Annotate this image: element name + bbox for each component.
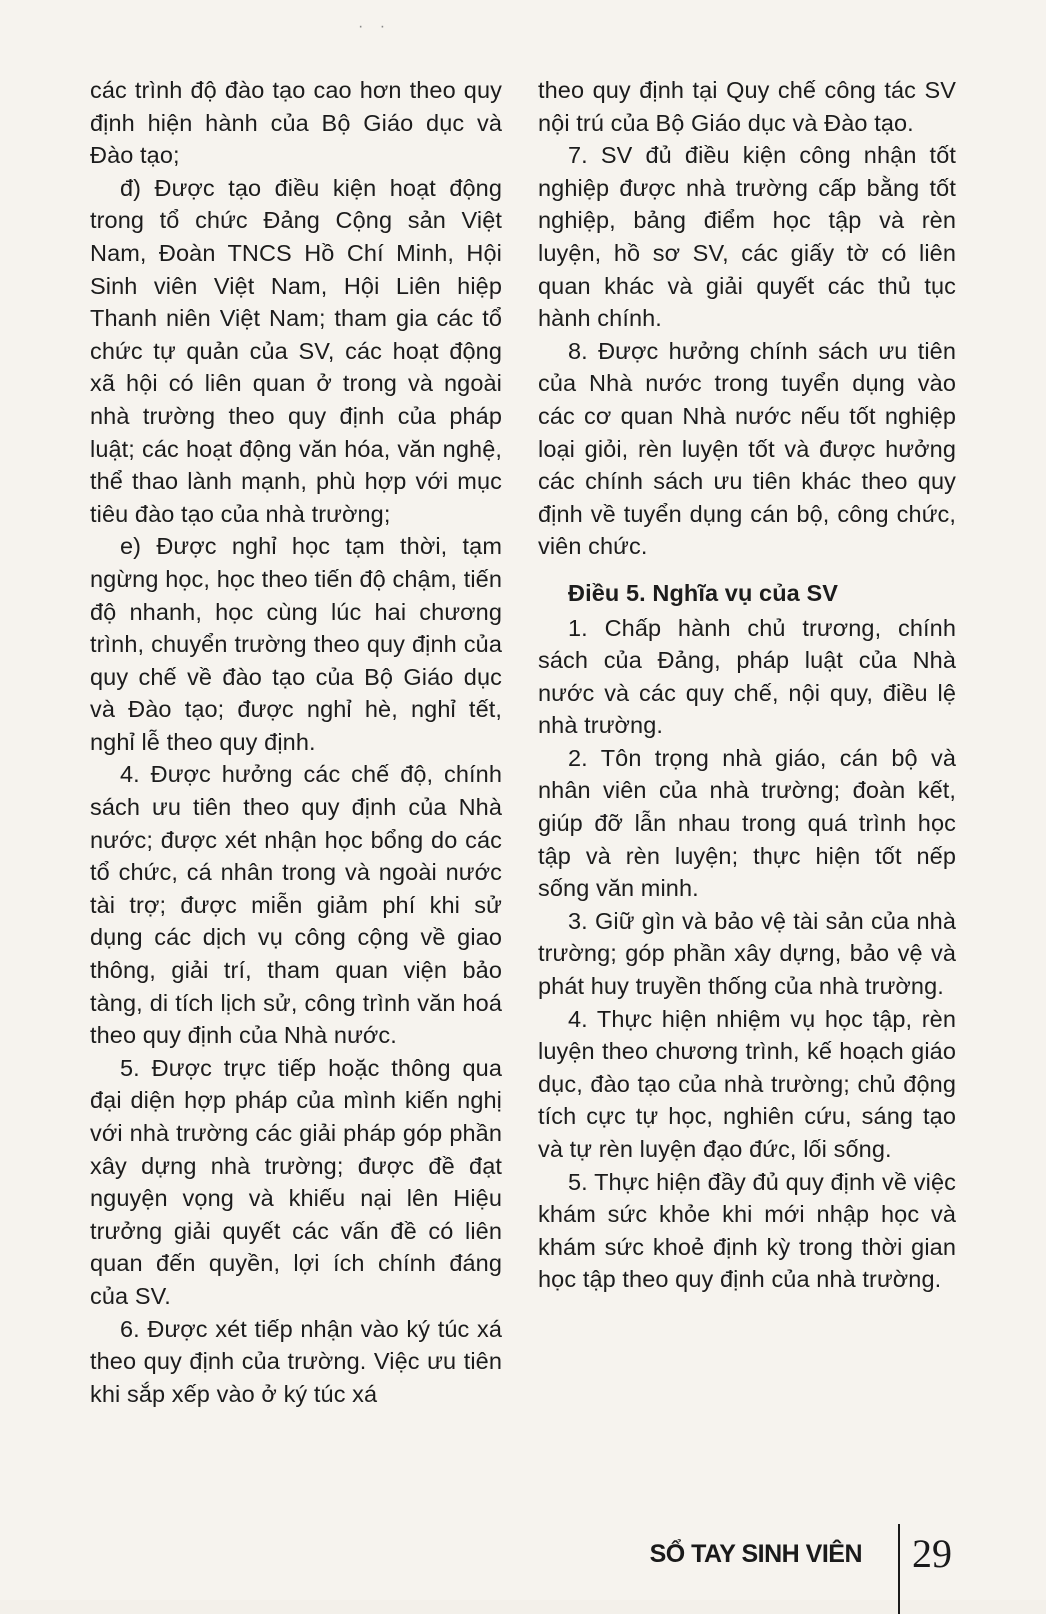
paragraph: e) Được nghỉ học tạm thời, tạm ngừng học, học theo tiến độ chậm, tiến độ nhanh, học cùng lúc hai chương trình, chuyển trường theo quy định của quy chế về đào tạo của Bộ Giáo dục và Đào tạo; được nghỉ hè, nghỉ tết, nghỉ lễ theo quy định. [90, 533, 502, 755]
footer-title: SỔ TAY SINH VIÊN [649, 1540, 862, 1568]
footer-divider [898, 1524, 900, 1614]
paragraph: 5. Thực hiện đầy đủ quy định về việc khám sức khỏe khi mới nhập học và khám sức khoẻ định kỳ trong thời gian học tập theo quy định của nhà trường. [538, 1168, 956, 1293]
paragraph: 1. Chấp hành chủ trương, chính sách của Đảng, pháp luật của Nhà nước và các quy chế, nội quy, điều lệ nhà trường. [538, 614, 956, 739]
paragraph: theo quy định tại Quy chế công tác SV nội trú của Bộ Giáo dục và Đào tạo. [538, 77, 956, 136]
paragraph: 2. Tôn trọng nhà giáo, cán bộ và nhân viên của nhà trường; đoàn kết, giúp đỡ lẫn nhau trong quá trình học tập và rèn luyện; thực hiện tốt nếp sống văn minh. [538, 744, 956, 902]
paragraph: 4. Thực hiện nhiệm vụ học tập, rèn luyện theo chương trình, kế hoạch giáo dục, đào tạo của nhà trường; chủ động tích cực tự học, nghiên cứu, sáng tạo và tự rèn luyện đạo đức, lối sống. [538, 1005, 956, 1162]
paragraph: 3. Giữ gìn và bảo vệ tài sản của nhà trường; góp phần xây dựng, bảo vệ và phát huy truyền thống của nhà trường. [538, 907, 956, 1000]
paragraph: 5. Được trực tiếp hoặc thông qua đại diện hợp pháp của mình kiến nghị với nhà trường các giải pháp góp phần xây dựng nhà trường; được đề đạt nguyện vọng và khiếu nại lên Hiệu trưởng giải quyết các vấn đề có liên quan đến quyền, lợi ích chính đáng của SV. [90, 1054, 502, 1309]
paragraph: các trình độ đào tạo cao hơn theo quy định hiện hành của Bộ Giáo dục và Đào tạo; [90, 77, 502, 169]
paragraph: 6. Được xét tiếp nhận vào ký túc xá theo quy định của trường. Việc ưu tiên khi sắp xếp vào ở ký túc xá [90, 1315, 502, 1407]
paragraph: 8. Được hưởng chính sách ưu tiên của Nhà nước trong tuyển dụng vào các cơ quan Nhà nước nếu tốt nghiệp loại giỏi, rèn luyện tốt và được hưởng các chính sách ưu tiên khác theo quy định về tuyển dụng cán bộ, công chức, viên chức. [538, 337, 956, 560]
article-heading: Điều 5. Nghĩa vụ của SV [568, 579, 839, 606]
scan-marks: · · [358, 18, 392, 35]
right-column [538, 74, 956, 1296]
paragraph: 4. Được hưởng các chế độ, chính sách ưu tiên theo quy định của Nhà nước; được xét nhận học bổng do các tổ chức, cá nhân trong và ngoài nước tài trợ; được miễn giảm phí khi sử dụng các dịch vụ công cộng về giao thông, giải trí, tham quan viện bảo tàng, di tích lịch sử, công trình văn hoá theo quy định của Nhà nước. [90, 761, 502, 1049]
paragraph: đ) Được tạo điều kiện hoạt động trong tổ chức Đảng Cộng sản Việt Nam, Đoàn TNCS Hồ Chí Minh, Hội Sinh viên Việt Nam, Hội Liên hiệp Thanh niên Việt Nam; tham gia các tổ chức tự quản của SV, các hoạt động xã hội có liên quan ở trong và ngoài nhà trường theo quy định của pháp luật; các hoạt động văn hóa, văn nghệ, thể thao lành mạnh, phù hợp với mục tiêu đào tạo của nhà trường; [90, 174, 502, 527]
left-column [90, 74, 502, 1410]
paragraph: 7. SV đủ điều kiện công nhận tốt nghiệp được nhà trường cấp bằng tốt nghiệp, bảng điểm học tập và rèn luyện, hồ sơ SV, các giấy tờ có liên quan khác và giải quyết các thủ tục hành chính. [538, 142, 956, 332]
page-number: 29 [912, 1531, 952, 1576]
page-footer [640, 1518, 970, 1578]
